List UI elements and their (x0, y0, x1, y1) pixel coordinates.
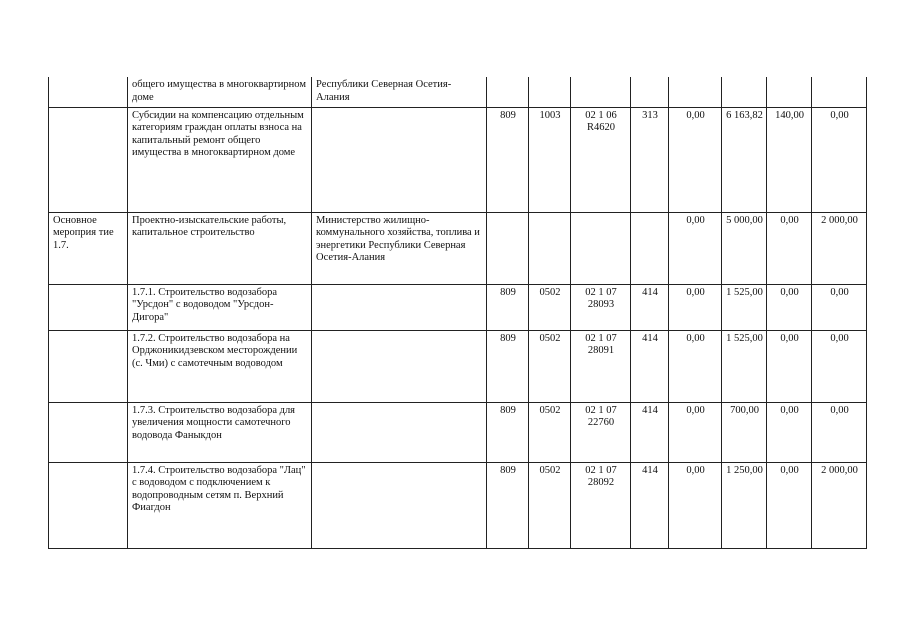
section-code-cell (529, 212, 571, 284)
table-row (49, 212, 867, 284)
executor-cell: Республики Северная Осетия-Алания (312, 77, 487, 107)
measure-code-cell (49, 462, 128, 548)
measure-code-cell (49, 284, 128, 330)
executor-cell: Министерство жилищно-коммунального хозяйства, топлива и энергетики Республики Северная Осетия-Алания (312, 212, 487, 284)
value-year-4-cell: 2 000,00 (812, 462, 867, 548)
target-article-cell (571, 212, 631, 284)
measure-code-cell (49, 402, 128, 462)
target-article-cell: 02 1 07 28092 (571, 462, 631, 548)
section-code-cell: 0502 (529, 462, 571, 548)
value-year-2-cell (722, 77, 767, 107)
value-year-2-cell: 6 163,82 (722, 107, 767, 212)
measure-title-cell: 1.7.1. Строительство водозабора "Урсдон" с водоводом "Урсдон-Дигора" (128, 284, 312, 330)
grbs-code-cell: 809 (487, 402, 529, 462)
measure-title-cell: Проектно-изыскательские работы, капитальное строительство (128, 212, 312, 284)
table-body (49, 77, 867, 548)
expense-type-cell (631, 212, 669, 284)
section-code-cell: 0502 (529, 284, 571, 330)
grbs-code-cell: 809 (487, 462, 529, 548)
value-year-1-cell: 0,00 (669, 330, 722, 402)
value-year-1-cell: 0,00 (669, 284, 722, 330)
grbs-code-cell (487, 77, 529, 107)
value-year-3-cell: 0,00 (767, 284, 812, 330)
expense-type-cell: 414 (631, 402, 669, 462)
value-year-2-cell: 1 250,00 (722, 462, 767, 548)
value-year-4-cell: 0,00 (812, 284, 867, 330)
value-year-4-cell: 0,00 (812, 330, 867, 402)
value-year-1-cell: 0,00 (669, 212, 722, 284)
measure-title-cell: общего имущества в многоквартирном доме (128, 77, 312, 107)
executor-cell (312, 330, 487, 402)
target-article-cell: 02 1 07 28093 (571, 284, 631, 330)
table-row (49, 402, 867, 462)
measure-title-cell: 1.7.3. Строительство водозабора для увеличения мощности самотечного водовода Фаныкдон (128, 402, 312, 462)
section-code-cell (529, 77, 571, 107)
target-article-cell (571, 77, 631, 107)
section-code-cell: 0502 (529, 402, 571, 462)
value-year-1-cell: 0,00 (669, 462, 722, 548)
grbs-code-cell: 809 (487, 330, 529, 402)
value-year-1-cell: 0,00 (669, 402, 722, 462)
grbs-code-cell: 809 (487, 107, 529, 212)
value-year-4-cell: 2 000,00 (812, 212, 867, 284)
executor-cell (312, 284, 487, 330)
expense-type-cell: 313 (631, 107, 669, 212)
table-row (49, 462, 867, 548)
value-year-4-cell: 0,00 (812, 107, 867, 212)
executor-cell (312, 462, 487, 548)
executor-cell (312, 402, 487, 462)
table-row (49, 330, 867, 402)
measure-title-cell: 1.7.4. Строительство водозабора "Лац" с водоводом с подключением к водопроводным сетям п. Верхний Фиагдон (128, 462, 312, 548)
value-year-1-cell: 0,00 (669, 107, 722, 212)
value-year-1-cell (669, 77, 722, 107)
value-year-3-cell: 0,00 (767, 212, 812, 284)
grbs-code-cell: 809 (487, 284, 529, 330)
value-year-2-cell: 1 525,00 (722, 330, 767, 402)
executor-cell (312, 107, 487, 212)
value-year-3-cell (767, 77, 812, 107)
target-article-cell: 02 1 06 R4620 (571, 107, 631, 212)
value-year-4-cell: 0,00 (812, 402, 867, 462)
value-year-2-cell: 1 525,00 (722, 284, 767, 330)
expense-type-cell: 414 (631, 284, 669, 330)
value-year-3-cell: 140,00 (767, 107, 812, 212)
expense-type-cell (631, 77, 669, 107)
measure-code-cell: Основное мероприя тие 1.7. (49, 212, 128, 284)
measure-code-cell (49, 330, 128, 402)
table-row (49, 77, 867, 107)
section-code-cell: 1003 (529, 107, 571, 212)
measure-title-cell: 1.7.2. Строительство водозабора на Орджоникидзевском месторождении (с. Чми) с самотечным водоводом (128, 330, 312, 402)
measure-title-cell: Субсидии на компенсацию отдельным категориям граждан оплаты взноса на капитальный ремонт общего имущества в многоквартирном доме (128, 107, 312, 212)
measure-code-cell (49, 107, 128, 212)
table-row (49, 107, 867, 212)
value-year-2-cell: 700,00 (722, 402, 767, 462)
grbs-code-cell (487, 212, 529, 284)
value-year-3-cell: 0,00 (767, 402, 812, 462)
program-table (48, 77, 867, 549)
table-row (49, 284, 867, 330)
value-year-2-cell: 5 000,00 (722, 212, 767, 284)
target-article-cell: 02 1 07 22760 (571, 402, 631, 462)
expense-type-cell: 414 (631, 462, 669, 548)
value-year-3-cell: 0,00 (767, 330, 812, 402)
value-year-3-cell: 0,00 (767, 462, 812, 548)
value-year-4-cell (812, 77, 867, 107)
target-article-cell: 02 1 07 28091 (571, 330, 631, 402)
expense-type-cell: 414 (631, 330, 669, 402)
section-code-cell: 0502 (529, 330, 571, 402)
measure-code-cell (49, 77, 128, 107)
